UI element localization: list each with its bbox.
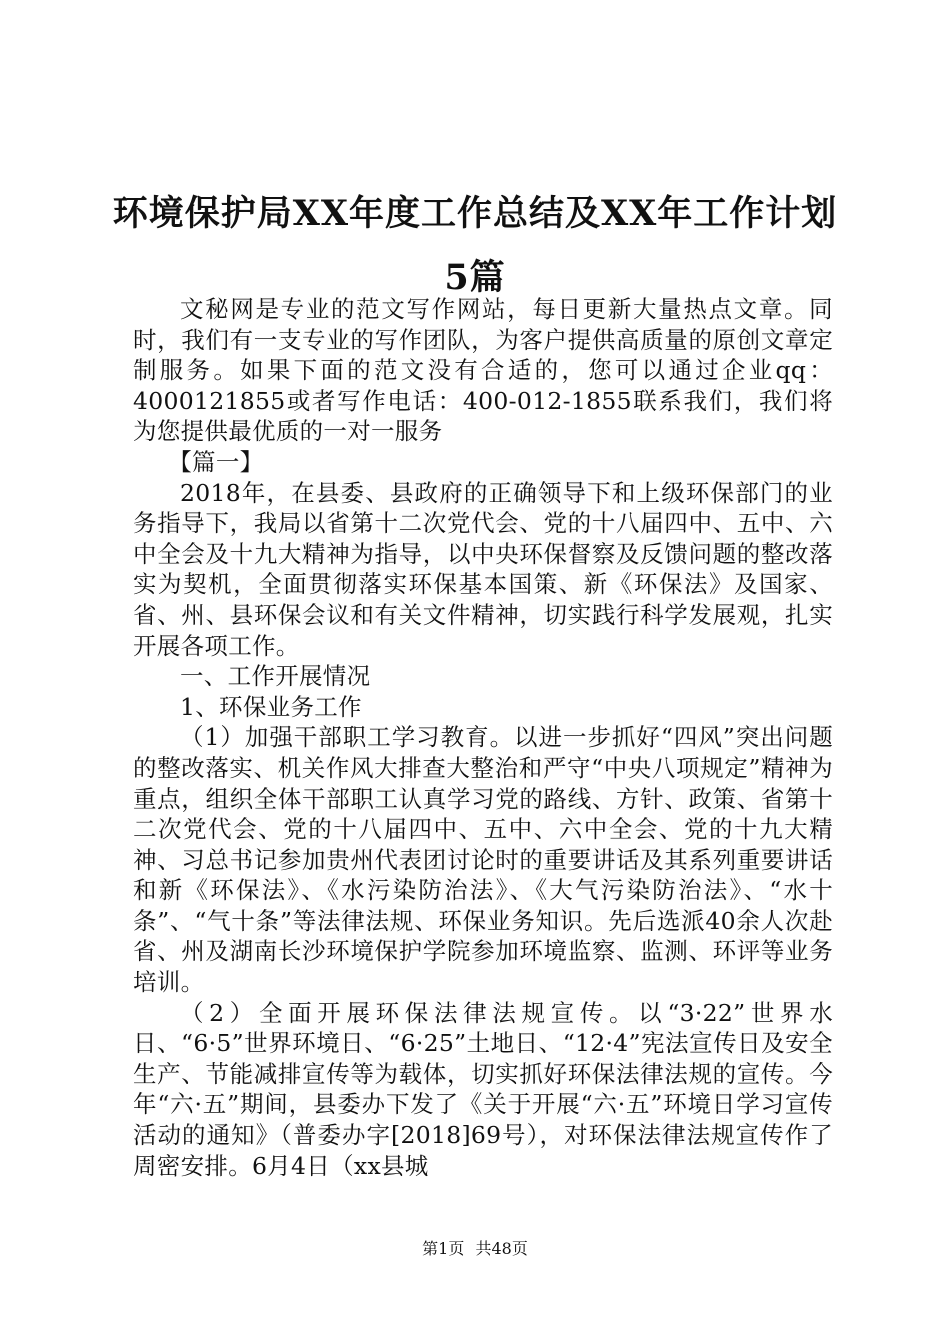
section-label: 【篇一】 [168, 447, 264, 476]
document-body [133, 294, 833, 1181]
body-paragraph: 2018年，在县委、县政府的正确领导下和上级环保部门的业务指导下，我局以省第十二次党代会、党的十八届四中、五中、六中全会及十九大精神为指导，以中央环保督察及反馈问题的整改落实为契机，全面贯彻落实环保基本国策、新《环保法》及国家、省、州、县环保会议和有关文件精神，切实践行科学发展观，扎实开展各项工作。 [133, 478, 833, 660]
page-total: 共48页 [475, 1239, 528, 1258]
subsection-heading: 1、环保业务工作 [180, 692, 362, 721]
intro-paragraph: 文秘网是专业的范文写作网站，每日更新大量热点文章。同时，我们有一支专业的写作团队，为客户提供高质量的原创文章定制服务。如果下面的范文没有合适的，您可以通过企业qq：4000121855或者写作电话：400-012-1855联系我们，我们将为您提供最优质的一对一服务 [133, 295, 833, 446]
section-heading: 一、工作开展情况 [180, 662, 371, 691]
page-footer [0, 1238, 950, 1260]
document-title [60, 182, 890, 310]
title-line-1: 环境保护局XX年度工作总结及XX年工作计划 [112, 193, 838, 234]
page-number: 第1页 [422, 1239, 465, 1258]
title-line-2: 5篇 [444, 257, 506, 298]
body-paragraph: （1）加强干部职工学习教育。以进一步抓好“四风”突出问题的整改落实、机关作风大排查大整治和严守“中央八项规定”精神为重点，组织全体干部职工认真学习党的路线、方针、政策、省第十二次党代会、党的十八届四中、五中、六中全会、党的十九大精神、习总书记参加贵州代表团讨论时的重要讲话及其系列重要讲话和新《环保法》、《水污染防治法》、《大气污染防治法》、“水十条”、“气十条”等法律法规、环保业务知识。先后选派40余人次赴省、州及湖南长沙环境保护学院参加环境监察、监测、环评等业务培训。 [133, 723, 833, 997]
body-paragraph: （2）全面开展环保法律法规宣传。以“3·22”世界水日、“6·5”世界环境日、“6·25”土地日、“12·4”宪法宣传日及安全生产、节能减排宣传等为载体，切实抓好环保法律法规的宣传。今年“六·五”期间，县委办下发了《关于开展“六·五”环境日学习宣传活动的通知》（普委办字[2018]69号），对环保法律法规宣传作了周密安排。6月4日（xx县城 [133, 998, 833, 1180]
